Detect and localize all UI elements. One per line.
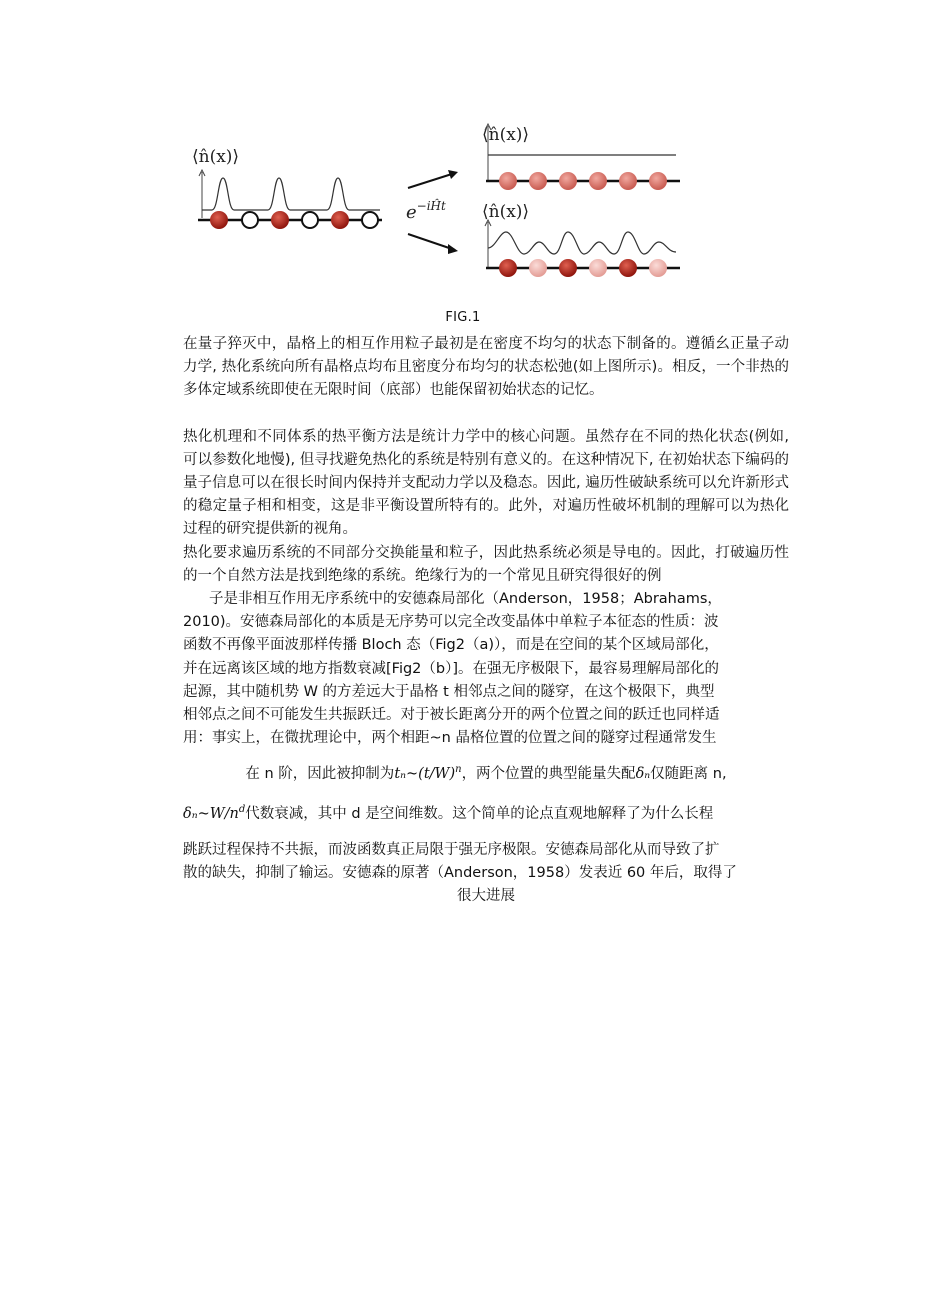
bottom-right-site-3	[559, 259, 577, 277]
left-axis-label: ⟨n̂(x)⟩	[192, 147, 240, 167]
top-right-site-4	[589, 172, 607, 190]
text-line: 散的缺失，抑制了输运。安德森的原著（Anderson，1958）发表近 60 年后，取得了	[183, 864, 737, 881]
figure-diagram	[190, 110, 690, 295]
text-line: 用：事实上，在微扰理论中，两个相距~n 晶格位置的位置之间的隧穿过程通常发生	[183, 730, 717, 747]
bottom-right-site-2	[529, 259, 547, 277]
top-right-site-2	[529, 172, 547, 190]
figure-caption: FIG.1	[445, 310, 481, 325]
text-line: 函数不再像平面波那样传播 Bloch 态（Fig2（a)），而是在空间的某个区域局部化，	[183, 637, 719, 654]
left-site-5-filled	[331, 211, 349, 229]
left-site-4-empty	[302, 212, 318, 228]
left-site-2-empty	[242, 212, 258, 228]
left-site-3-filled	[271, 211, 289, 229]
text-line: 起源，其中随机势 W 的方差远大于晶格 t 相邻点之间的隧穿，在这个极限下，典型	[183, 683, 715, 700]
text-line: 跳跃过程保持不共振，而波函数真正局限于强无序极限。安德森局部化从而导致了扩	[183, 841, 720, 858]
bottom-right-site-4	[589, 259, 607, 277]
paragraph-3: 热化要求遍历系统的不同部分交换能量和粒子，因此热系统必须是导电的。因此，打破遍历性的一个自然方法是找到绝缘的系统。绝缘行为的一个常见且研究得很好的例	[183, 544, 789, 584]
top-right-site-5	[619, 172, 637, 190]
top-right-axis-label: ⟨n̂(x)⟩	[482, 125, 530, 145]
text-line: 很大进展	[457, 887, 515, 904]
paragraph-2: 热化机理和不同体系的热平衡方法是统计力学中的核心问题。虽然存在不同的热化状态(例如, 可以参数化地慢), 但寻找避免热化的系统是特别有意义的。在这种情况下, 在初始状态下编码的量子信息可以在很长时间内保持并支配动力学以及稳态。因此, 遍历性破缺系统可以允许新形式的稳定量子相和相变，这是非平衡设置所特有的。此外，对遍历性破坏机制的理解可以为热化过程的研究提供新的视角。	[183, 428, 789, 538]
top-right-site-1	[499, 172, 517, 190]
left-site-1-filled	[210, 211, 228, 229]
bottom-right-density-curve	[488, 232, 676, 254]
paragraph-1: 在量子猝灭中，晶格上的相互作用粒子最初是在密度不均匀的状态下制备的。遵循幺正量子动力学, 热化系统向所有晶格点均布且密度分布均匀的状态松弛(如上图所示)。相反，一个非热的多体定域系统即使在无限时间（底部）也能保留初始状态的记忆。	[183, 336, 789, 399]
arrow-down	[408, 234, 455, 250]
left-density-curve	[202, 178, 380, 210]
text-line: 相邻点之间不可能发生共振跃迁。对于被长距离分开的两个位置之间的跃迁也同样适	[183, 707, 720, 724]
text-line: 并在远离该区域的地方指数衰减[Fig2（b）]。在强无序极限下，最容易理解局部化的	[183, 660, 720, 677]
math-line-2: $\delta_n\sim W/n^d$代数衰减，其中 d 是空间维数。这个简单的论点直观地解释了为什么长程	[183, 804, 714, 823]
bottom-right-axis-label: ⟨n̂(x)⟩	[482, 202, 530, 222]
bottom-right-site-1	[499, 259, 517, 277]
top-right-site-3	[559, 172, 577, 190]
formula-tn: $t_n\sim(t/W)^n$	[394, 764, 462, 783]
arrow-down-head	[448, 244, 458, 254]
math-line-1: 在 n 阶，因此被抑制为$t_n\sim(t/W)^n$，两个位置的典型能量失配δₙ仅随距离 n,	[245, 764, 727, 783]
arrow-up-head	[448, 170, 458, 179]
text-line: 2010)。安德森局部化的本质是无序势可以完全改变晶体中单粒子本征态的性质：波	[183, 614, 719, 631]
left-site-6-empty	[362, 212, 378, 228]
time-evolution-operator: $e^{-iĤt}$	[406, 199, 446, 223]
formula-delta-decay: $\delta_n\sim W/n^d$	[183, 804, 246, 823]
figure-1	[190, 110, 690, 295]
arrow-up	[408, 173, 455, 188]
text-line: 子是非相互作用无序系统中的安德森局部化（Anderson，1958；Abrahams，	[209, 591, 722, 608]
top-right-site-6	[649, 172, 667, 190]
paragraph-gap	[183, 403, 789, 426]
bottom-right-site-5	[619, 259, 637, 277]
article-body	[183, 333, 789, 908]
bottom-right-site-6	[649, 259, 667, 277]
formula-delta: δₙ	[635, 766, 651, 783]
